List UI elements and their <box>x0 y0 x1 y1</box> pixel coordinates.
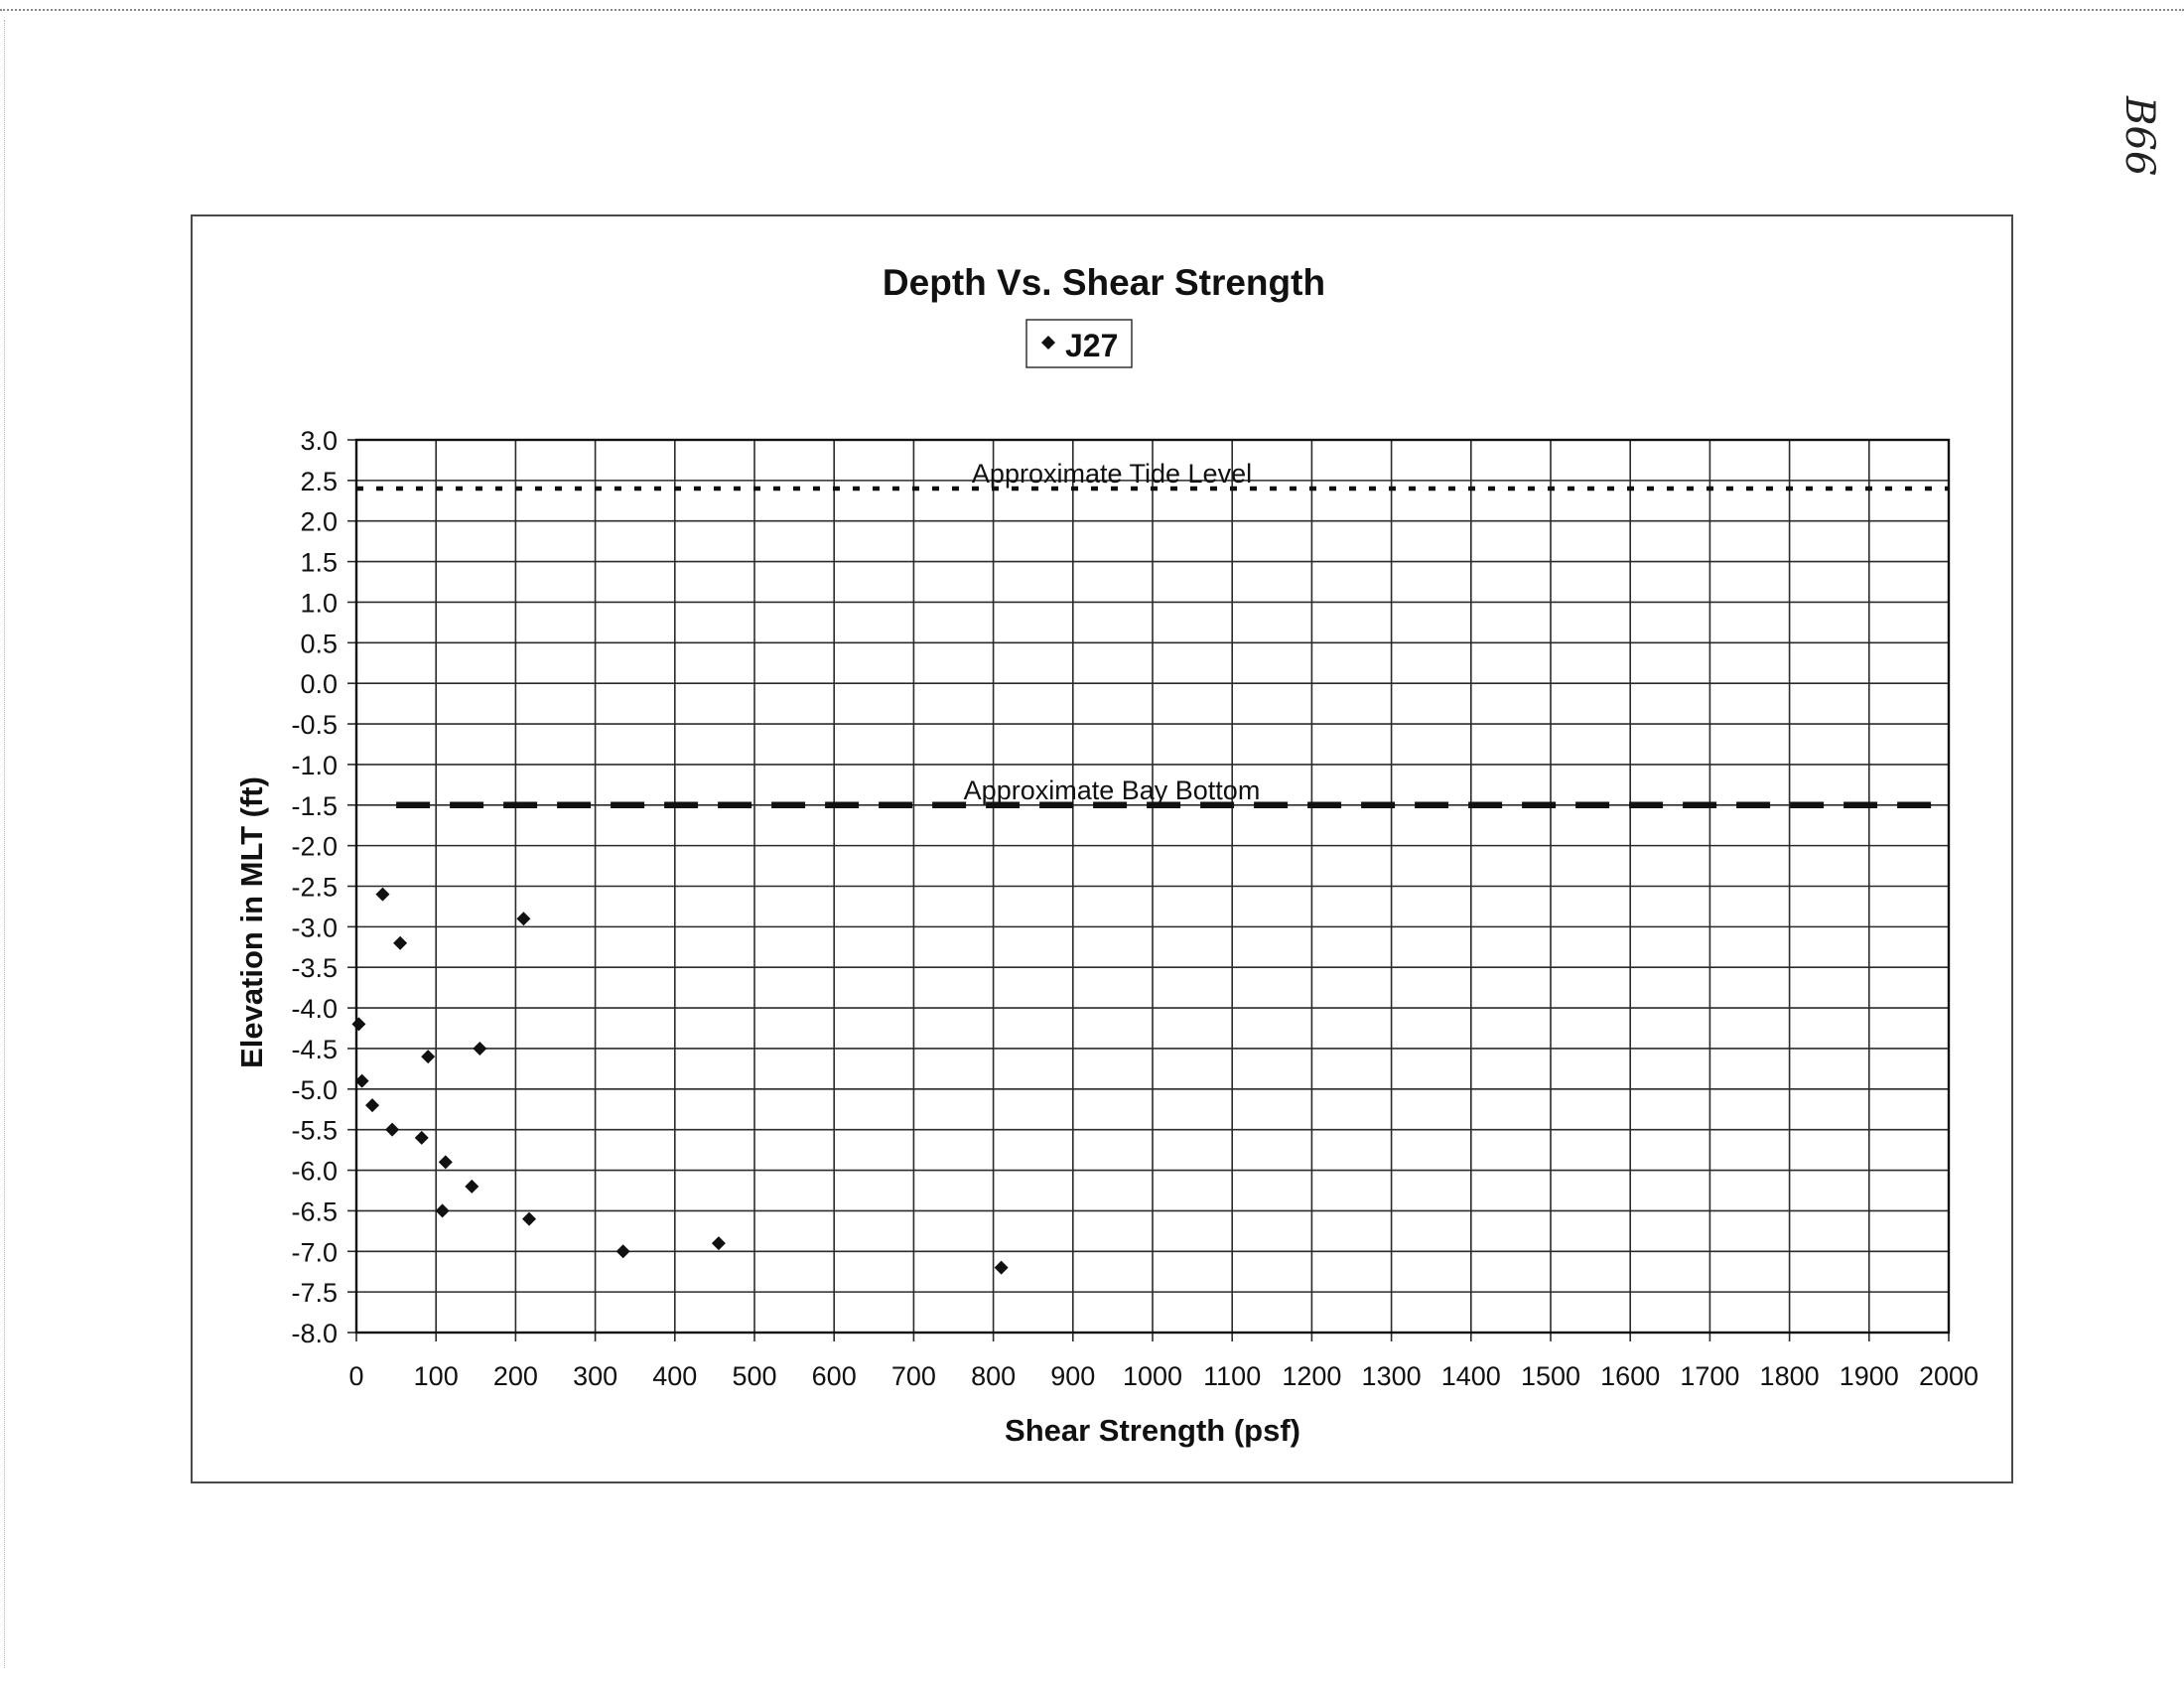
data-point-j27 <box>439 1155 453 1169</box>
data-point-j27 <box>616 1244 630 1258</box>
y-tick-label: -5.0 <box>291 1074 338 1105</box>
x-tick-label: 1100 <box>1203 1361 1262 1391</box>
y-tick-label: -6.5 <box>291 1197 338 1227</box>
data-point-j27 <box>385 1123 399 1137</box>
x-tick-label: 0 <box>348 1361 364 1391</box>
data-point-j27 <box>465 1180 478 1194</box>
x-tick-label: 300 <box>573 1361 618 1391</box>
x-tick-label: 1000 <box>1122 1361 1183 1391</box>
y-tick-label: 1.5 <box>300 547 338 578</box>
data-point-j27 <box>436 1203 450 1217</box>
y-axis-label: Elevation in MLT (ft) <box>234 776 269 1068</box>
x-tick-label: 1900 <box>1839 1361 1899 1391</box>
data-point-j27 <box>351 1017 365 1031</box>
y-tick-label: -4.5 <box>291 1034 338 1064</box>
x-tick-label: 400 <box>652 1361 698 1391</box>
x-tick-label: 2000 <box>1918 1361 1979 1391</box>
data-point-j27 <box>712 1236 726 1250</box>
data-point-j27 <box>421 1050 435 1063</box>
y-tick-label: -2.0 <box>291 831 338 862</box>
y-tick-label: -3.0 <box>291 913 338 943</box>
y-tick-label: -0.5 <box>291 710 338 741</box>
data-point-j27 <box>415 1131 429 1145</box>
x-tick-label: 1200 <box>1282 1361 1342 1391</box>
data-point-j27 <box>522 1212 536 1226</box>
x-tick-label: 1800 <box>1759 1361 1820 1391</box>
x-tick-label: 600 <box>811 1361 857 1391</box>
data-point-j27 <box>516 912 530 925</box>
legend-label: J27 <box>1065 328 1119 363</box>
y-tick-label: -1.0 <box>291 750 338 780</box>
data-point-j27 <box>365 1098 379 1112</box>
y-tick-label: -3.5 <box>291 953 338 984</box>
x-tick-label: 500 <box>732 1361 777 1391</box>
data-point-j27 <box>473 1042 486 1056</box>
y-tick-label: 0.5 <box>300 629 338 659</box>
x-tick-label: 700 <box>890 1361 936 1391</box>
data-point-j27 <box>995 1261 1009 1275</box>
y-tick-label: 2.0 <box>300 506 338 537</box>
x-tick-label: 100 <box>413 1361 459 1391</box>
handwritten-page-mark: B66 <box>2116 96 2162 177</box>
y-tick-label: 1.0 <box>300 588 338 619</box>
x-tick-label: 200 <box>492 1361 538 1391</box>
tide-level-line-label: Approximate Tide Level <box>971 459 1253 490</box>
y-tick-label: -4.0 <box>291 994 338 1025</box>
data-point-j27 <box>393 936 407 950</box>
y-tick-label: -6.0 <box>291 1156 338 1187</box>
y-tick-label: -7.5 <box>291 1278 338 1309</box>
y-tick-label: 2.5 <box>300 466 338 496</box>
x-tick-label: 1600 <box>1600 1361 1661 1391</box>
data-points <box>351 888 1008 1275</box>
y-tick-label: -1.5 <box>291 790 338 821</box>
x-tick-label: 1700 <box>1680 1361 1740 1391</box>
x-tick-label: 1400 <box>1440 1361 1501 1391</box>
legend <box>1026 320 1132 367</box>
data-point-j27 <box>375 888 389 902</box>
grid <box>356 440 1949 1333</box>
bay-bottom-line-label: Approximate Bay Bottom <box>963 775 1261 805</box>
y-tick-label: -8.0 <box>291 1319 338 1348</box>
x-tick-label: 800 <box>971 1361 1017 1391</box>
axes <box>291 426 1979 1391</box>
x-axis-label: Shear Strength (psf) <box>1005 1413 1300 1448</box>
y-tick-label: -7.0 <box>291 1237 338 1268</box>
x-tick-label: 1500 <box>1520 1361 1581 1391</box>
y-tick-label: -2.5 <box>291 872 338 903</box>
y-tick-label: -5.5 <box>291 1115 338 1146</box>
y-tick-label: 0.0 <box>300 669 338 700</box>
y-tick-label: 3.0 <box>300 426 338 456</box>
x-tick-label: 900 <box>1050 1361 1096 1391</box>
chart-title: Depth Vs. Shear Strength <box>882 262 1326 303</box>
x-tick-label: 1300 <box>1361 1361 1422 1391</box>
